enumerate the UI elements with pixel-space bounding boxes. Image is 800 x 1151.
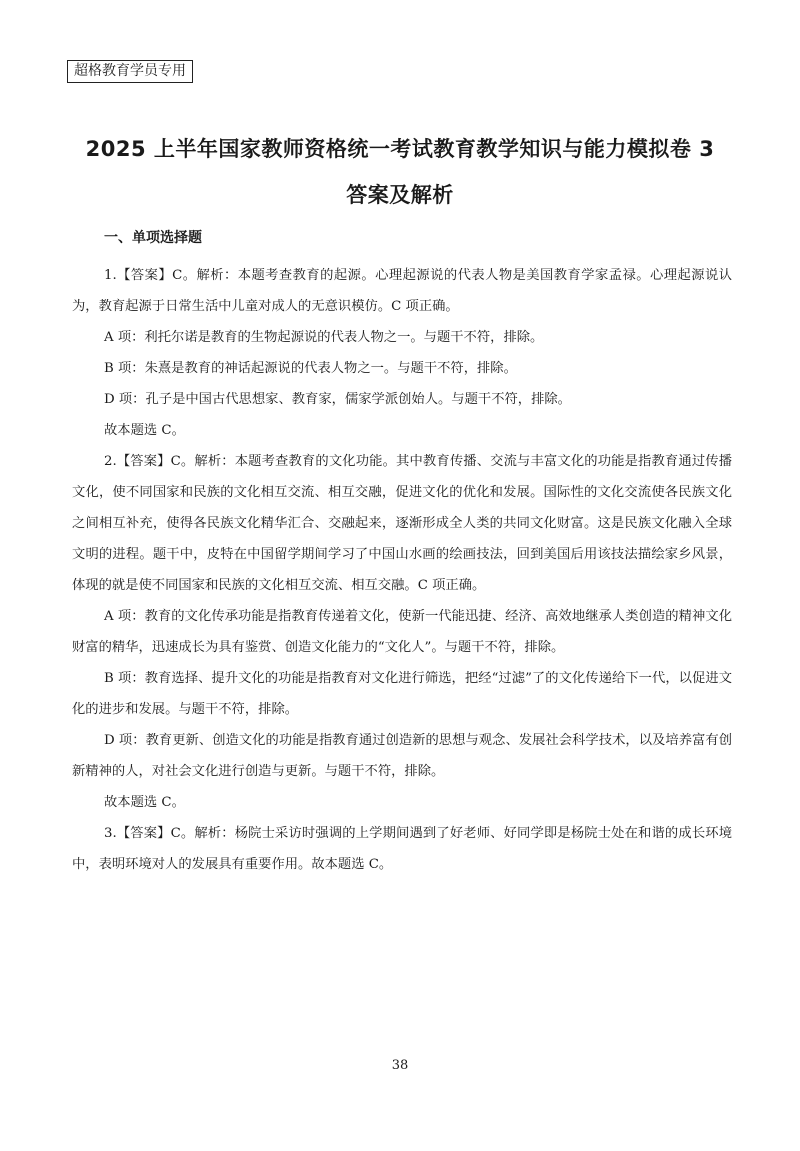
student-only-stamp: 超格教育学员专用	[67, 60, 193, 83]
paragraph-q2-option-b: B 项：教育选择、提升文化的功能是指教育对文化进行筛选，把经“过滤”了的文化传递给下一代，以促进文化的进步和发展。与题干不符，排除。	[72, 671, 732, 717]
document-title: 2025 上半年国家教师资格统一考试教育教学知识与能力模拟卷 3	[85, 137, 715, 161]
answer-content	[72, 228, 732, 880]
paragraph-q1-conclusion: 故本题选 C。	[104, 423, 185, 438]
paragraph-q2-conclusion: 故本题选 C。	[104, 795, 185, 810]
paragraph-q1-option-a: A 项：利托尔诺是教育的生物起源说的代表人物之一。与题干不符，排除。	[104, 330, 544, 345]
paragraph-q2-option-d: D 项：教育更新、创造文化的功能是指教育通过创造新的思想与观念、发展社会科学技术，以及培养富有创新精神的人，对社会文化进行创造与更新。与题干不符，排除。	[72, 733, 732, 779]
page-number: 38	[391, 1058, 409, 1073]
paragraph-q1-option-b: B 项：朱熹是教育的神话起源说的代表人物之一。与题干不符，排除。	[104, 361, 517, 376]
document-subtitle: 答案及解析	[346, 183, 454, 207]
paragraph-q1-option-d: D 项：孔子是中国古代思想家、教育家，儒家学派创始人。与题干不符，排除。	[104, 392, 571, 407]
paragraph-q3-answer: 3.【答案】C。解析：杨院士采访时强调的上学期间遇到了好老师、好同学即是杨院士处在和谐的成长环境中，表明环境对人的发展具有重要作用。故本题选 C。	[72, 826, 732, 872]
paragraph-q2-option-a: A 项：教育的文化传承功能是指教育传递着文化，使新一代能迅捷、经济、高效地继承人类创造的精神文化财富的精华，迅速成长为具有鉴赏、创造文化能力的“文化人”。与题干不符，排除。	[72, 609, 732, 655]
paragraph-q1-answer: 1.【答案】C。解析：本题考查教育的起源。心理起源说的代表人物是美国教育学家孟禄。心理起源说认为，教育起源于日常生活中儿童对成人的无意识模仿。C 项正确。	[72, 268, 732, 314]
section-heading: 一、单项选择题	[104, 230, 202, 246]
paragraph-q2-answer: 2.【答案】C。解析：本题考查教育的文化功能。其中教育传播、交流与丰富文化的功能是指教育通过传播文化，使不同国家和民族的文化相互交流、相互交融，促进文化的优化和发展。国际性的文化交流使各民族文化之间相互补充，使得各民族文化精华汇合、交融起来，逐渐形成全人类的共同文化财富。这是民族文化融入全球文明的进程。题干中，皮特在中国留学期间学习了中国山水画的绘画技法，回到美国后用该技法描绘家乡风景，体现的就是使不同国家和民族的文化相互交流、相互交融。C 项正确。	[72, 454, 732, 593]
